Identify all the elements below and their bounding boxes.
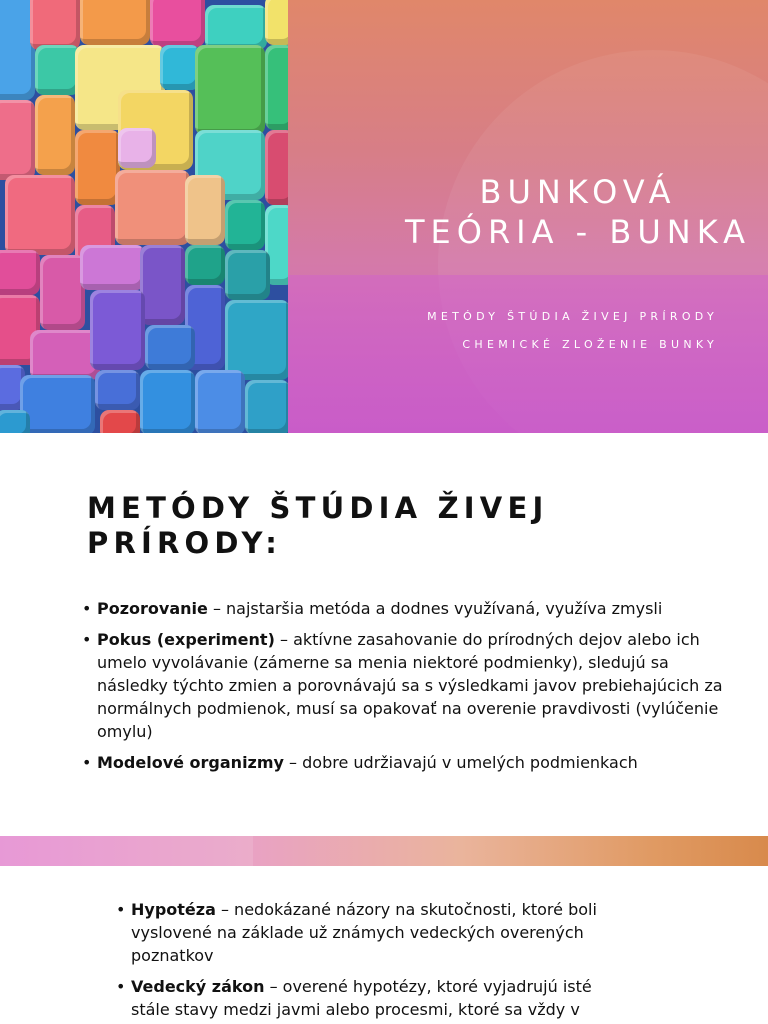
slide-subtitle-methods: METÓDY ŠTÚDIA ŽIVEJ PRÍRODY — [427, 310, 718, 323]
list-item — [82, 628, 742, 743]
methods-heading-line1: METÓDY ŠTÚDIA ŽIVEJ — [87, 491, 549, 525]
slide-title-line2: TEÓRIA - BUNKA — [404, 213, 752, 251]
hero-band — [288, 275, 768, 433]
list-item-term: Pozorovanie — [97, 599, 208, 618]
slide-title-line1: BUNKOVÁ — [479, 173, 677, 211]
list-item-text: – najstaršia metóda a dodnes využívaná, využíva zmysli — [207, 599, 663, 618]
list-item — [116, 898, 616, 967]
list-item-text: – aktívne zasahovanie do prírodných dejov alebo ich umelo vyvolávanie (zámerne sa menia niektoré podmienky), sledujú sa následky týchto zmien a porovnávajú sa s výsledkami javov prebiehajúcich za normálnych podmienok, musí sa opakovať na overenie pravdivosti (vylúčenie omylu) — [97, 630, 723, 741]
title-hero-panel — [288, 0, 768, 433]
slide-subtitle-chemistry: CHEMICKÉ ZLOŽENIE BUNKY — [462, 338, 718, 351]
list-item-term: Pokus (experiment) — [97, 630, 275, 649]
methods-heading-line2: PRÍRODY: — [87, 526, 282, 560]
slide-divider-band — [0, 836, 768, 866]
slide-title — [288, 172, 768, 252]
list-item — [82, 597, 742, 620]
divider-segment — [0, 836, 253, 866]
list-item-term: Modelové organizmy — [97, 753, 284, 772]
list-item-term: Vedecký zákon — [131, 977, 265, 996]
methods-heading — [87, 491, 548, 561]
methods-slide — [0, 433, 768, 836]
hypothesis-slide — [0, 866, 768, 1024]
colorful-puzzle-blocks-image — [0, 0, 288, 433]
list-item — [116, 975, 616, 1021]
list-item — [82, 751, 742, 774]
list-item-term: Hypotéza — [131, 900, 216, 919]
definitions-list — [116, 898, 616, 1024]
methods-list — [82, 597, 742, 782]
list-item-text: – overené hypotézy, ktoré vyjadrujú isté stále stavy medzi javmi alebo procesmi, ktoré sa vždy v — [131, 977, 592, 1019]
list-item-text: – nedokázané názory na skutočnosti, ktoré boli vyslovené na základe už známych vedeckých overených poznatkov — [131, 900, 597, 965]
title-slide — [0, 0, 768, 433]
list-item-text: – dobre udržiavajú v umelých podmienkach — [283, 753, 638, 772]
